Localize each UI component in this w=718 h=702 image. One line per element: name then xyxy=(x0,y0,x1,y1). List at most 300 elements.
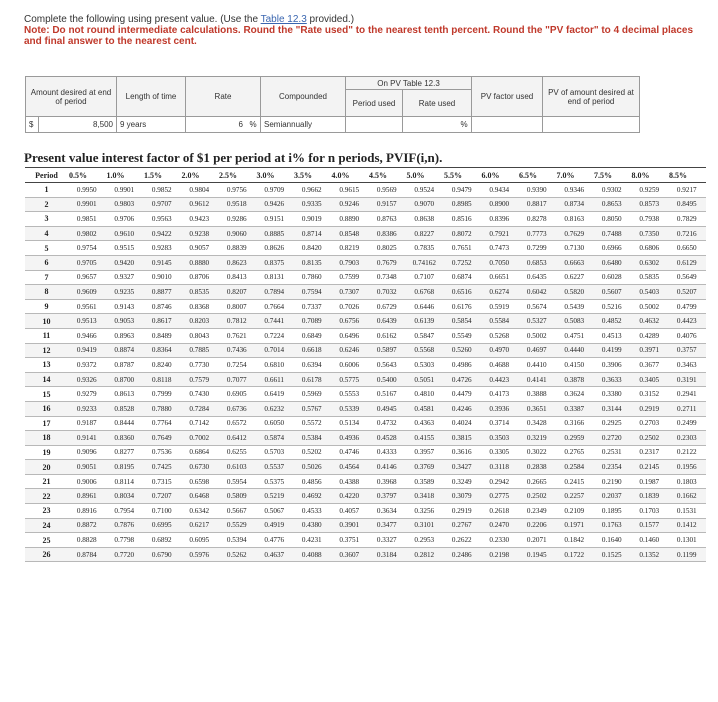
factor-cell: 0.4024 xyxy=(443,416,481,431)
factor-cell: 0.9804 xyxy=(181,183,219,198)
factor-cell: 0.2531 xyxy=(593,445,631,460)
factor-cell: 0.9561 xyxy=(68,299,106,314)
factor-cell: 0.7764 xyxy=(143,416,181,431)
factor-cell: 0.8135 xyxy=(293,255,331,270)
factor-cell: 0.7594 xyxy=(293,285,331,300)
factor-cell: 0.4751 xyxy=(556,328,594,343)
factor-cell: 0.4637 xyxy=(256,547,294,562)
factor-cell: 0.7629 xyxy=(556,226,594,241)
factor-cell: 0.5568 xyxy=(406,343,444,358)
factor-cell: 0.4528 xyxy=(368,431,406,446)
header-rate: Rate xyxy=(186,77,261,117)
table-row xyxy=(25,299,706,314)
factor-cell: 0.1803 xyxy=(668,474,706,489)
factor-cell: 0.9569 xyxy=(368,183,406,198)
factor-cell: 0.1971 xyxy=(556,518,594,533)
factor-cell: 0.5002 xyxy=(631,299,669,314)
factor-cell: 0.4746 xyxy=(331,445,369,460)
factor-cell: 0.8072 xyxy=(443,226,481,241)
period-cell: 22 xyxy=(25,489,68,504)
factor-cell: 0.8368 xyxy=(181,299,219,314)
rate-used-percent: % xyxy=(457,117,472,133)
factor-cell: 0.74162 xyxy=(406,255,444,270)
factor-cell: 0.7430 xyxy=(181,387,219,402)
factor-cell: 0.9279 xyxy=(68,387,106,402)
factor-cell: 0.9609 xyxy=(68,285,106,300)
factor-cell: 0.2349 xyxy=(518,504,556,519)
factor-cell: 0.7880 xyxy=(143,401,181,416)
factor-cell: 0.6419 xyxy=(256,387,294,402)
factor-cell: 0.5134 xyxy=(331,416,369,431)
factor-cell: 0.8626 xyxy=(256,241,294,256)
factor-cell: 0.8900 xyxy=(481,197,519,212)
header-amount: Amount desired at end of period xyxy=(26,77,117,117)
factor-cell: 0.4479 xyxy=(443,387,481,402)
factor-cell: 0.4199 xyxy=(593,343,631,358)
factor-cell: 0.9706 xyxy=(106,212,144,227)
factor-cell: 0.9302 xyxy=(593,183,631,198)
table-row xyxy=(25,504,706,519)
factor-cell: 0.4533 xyxy=(293,504,331,519)
factor-cell: 0.7089 xyxy=(293,314,331,329)
factor-cell: 0.2499 xyxy=(668,416,706,431)
factor-cell: 0.7664 xyxy=(256,299,294,314)
factor-cell: 0.9019 xyxy=(293,212,331,227)
factor-cell: 0.3888 xyxy=(518,387,556,402)
pv-amount-input[interactable] xyxy=(543,117,640,133)
factor-cell: 0.4146 xyxy=(368,460,406,475)
factor-cell: 0.9326 xyxy=(68,372,106,387)
rate-used-input[interactable] xyxy=(403,117,458,133)
factor-cell: 0.8700 xyxy=(106,372,144,387)
factor-cell: 0.4945 xyxy=(368,401,406,416)
factor-cell: 0.6663 xyxy=(556,255,594,270)
factor-cell: 0.9259 xyxy=(631,183,669,198)
factor-cell: 0.9705 xyxy=(68,255,106,270)
factor-cell: 0.9709 xyxy=(256,183,294,198)
factor-cell: 0.2071 xyxy=(518,533,556,548)
factor-cell: 0.2122 xyxy=(668,445,706,460)
factor-cell: 0.4333 xyxy=(368,445,406,460)
period-cell: 24 xyxy=(25,518,68,533)
factor-cell: 0.5394 xyxy=(218,533,256,548)
factor-cell: 0.7348 xyxy=(368,270,406,285)
factor-cell: 0.8444 xyxy=(106,416,144,431)
period-cell: 26 xyxy=(25,547,68,562)
factor-cell: 0.3797 xyxy=(368,489,406,504)
factor-cell: 0.2145 xyxy=(631,460,669,475)
factor-cell: 0.4513 xyxy=(593,328,631,343)
factor-cell: 0.7050 xyxy=(481,255,519,270)
factor-cell: 0.6729 xyxy=(368,299,406,314)
period-used-input[interactable] xyxy=(346,117,403,133)
table-row xyxy=(25,285,706,300)
factor-cell: 0.3184 xyxy=(368,547,406,562)
factor-cell: 0.5572 xyxy=(293,416,331,431)
rate-value: 6 xyxy=(186,117,247,133)
header-rate-col: 8.0% xyxy=(631,168,669,183)
factor-cell: 0.8278 xyxy=(518,212,556,227)
factor-cell: 0.1956 xyxy=(668,460,706,475)
factor-cell: 0.8118 xyxy=(143,372,181,387)
factor-cell: 0.9518 xyxy=(218,197,256,212)
factor-cell: 0.3751 xyxy=(331,533,369,548)
factor-cell: 0.1722 xyxy=(556,547,594,562)
factor-cell: 0.5403 xyxy=(631,285,669,300)
factor-cell: 0.9754 xyxy=(68,241,106,256)
factor-cell: 0.9010 xyxy=(143,270,181,285)
period-cell: 15 xyxy=(25,387,68,402)
factor-cell: 0.8163 xyxy=(556,212,594,227)
header-rate-col: 6.0% xyxy=(481,168,519,183)
factor-cell: 0.1531 xyxy=(668,504,706,519)
factor-cell: 0.8495 xyxy=(668,197,706,212)
factor-cell: 0.5083 xyxy=(556,314,594,329)
factor-cell: 0.7107 xyxy=(406,270,444,285)
table-row xyxy=(25,314,706,329)
factor-cell: 0.9852 xyxy=(143,183,181,198)
factor-cell: 0.3327 xyxy=(368,533,406,548)
pv-factor-input[interactable] xyxy=(472,117,543,133)
factor-cell: 0.7730 xyxy=(181,358,219,373)
factor-cell: 0.2953 xyxy=(406,533,444,548)
factor-cell: 0.5703 xyxy=(256,445,294,460)
factor-cell: 0.3305 xyxy=(481,445,519,460)
factor-cell: 0.3815 xyxy=(443,431,481,446)
factor-cell: 0.5667 xyxy=(218,504,256,519)
factor-cell: 0.8638 xyxy=(406,212,444,227)
table-row xyxy=(25,460,706,475)
factor-cell: 0.6806 xyxy=(631,241,669,256)
header-rate-col: 4.5% xyxy=(368,168,406,183)
factor-cell: 0.6028 xyxy=(593,270,631,285)
factor-cell: 0.6255 xyxy=(218,445,256,460)
factor-cell: 0.7885 xyxy=(181,343,219,358)
header-rate-used: Rate used xyxy=(403,90,472,117)
table-row xyxy=(25,255,706,270)
factor-cell: 0.5268 xyxy=(481,328,519,343)
factor-cell: 0.8877 xyxy=(143,285,181,300)
factor-cell: 0.8420 xyxy=(293,241,331,256)
factor-cell: 0.4363 xyxy=(406,416,444,431)
factor-cell: 0.1199 xyxy=(668,547,706,562)
factor-cell: 0.2303 xyxy=(668,431,706,446)
factor-cell: 0.9187 xyxy=(68,416,106,431)
factor-cell: 0.7536 xyxy=(143,445,181,460)
factor-cell: 0.9515 xyxy=(106,241,144,256)
factor-cell: 0.5303 xyxy=(406,358,444,373)
factor-cell: 0.8746 xyxy=(143,299,181,314)
factor-cell: 0.9286 xyxy=(218,212,256,227)
factor-cell: 0.5976 xyxy=(181,547,219,562)
factor-cell: 0.7207 xyxy=(143,489,181,504)
factor-cell: 0.4692 xyxy=(293,489,331,504)
factor-cell: 0.8240 xyxy=(143,358,181,373)
factor-cell: 0.7130 xyxy=(556,241,594,256)
factor-cell: 0.6516 xyxy=(443,285,481,300)
factor-cell: 0.3166 xyxy=(556,416,594,431)
factor-cell: 0.2190 xyxy=(593,474,631,489)
factor-cell: 0.8961 xyxy=(68,489,106,504)
factor-cell: 0.2198 xyxy=(481,547,519,562)
factor-cell: 0.8043 xyxy=(181,328,219,343)
factor-cell: 0.2765 xyxy=(556,445,594,460)
factor-cell: 0.6496 xyxy=(331,328,369,343)
factor-cell: 0.2665 xyxy=(518,474,556,489)
factor-cell: 0.3463 xyxy=(668,358,706,373)
factor-cell: 0.7142 xyxy=(181,416,219,431)
factor-cell: 0.4150 xyxy=(556,358,594,373)
factor-cell: 0.4986 xyxy=(443,358,481,373)
factor-cell: 0.4852 xyxy=(593,314,631,329)
factor-cell: 0.1763 xyxy=(593,518,631,533)
compounded-value: Semiannually xyxy=(261,117,346,133)
factor-cell: 0.9235 xyxy=(106,285,144,300)
factor-cell: 0.9803 xyxy=(106,197,144,212)
factor-cell: 0.6217 xyxy=(181,518,219,533)
factor-cell: 0.6853 xyxy=(518,255,556,270)
factor-cell: 0.6480 xyxy=(593,255,631,270)
factor-cell: 0.4220 xyxy=(331,489,369,504)
factor-cell: 0.4581 xyxy=(406,401,444,416)
period-cell: 13 xyxy=(25,358,68,373)
factor-cell: 0.2703 xyxy=(631,416,669,431)
factor-cell: 0.8364 xyxy=(143,343,181,358)
factor-cell: 0.9070 xyxy=(406,197,444,212)
factor-cell: 0.8535 xyxy=(181,285,219,300)
table-row xyxy=(25,445,706,460)
factor-cell: 0.2502 xyxy=(518,489,556,504)
factor-cell: 0.6342 xyxy=(181,504,219,519)
factor-cell: 0.4810 xyxy=(406,387,444,402)
factor-cell: 0.8528 xyxy=(106,401,144,416)
factor-cell: 0.2775 xyxy=(481,489,519,504)
factor-cell: 0.6651 xyxy=(481,270,519,285)
header-period: Period xyxy=(25,168,68,183)
factor-cell: 0.3079 xyxy=(443,489,481,504)
factor-cell: 0.8548 xyxy=(331,226,369,241)
period-cell: 21 xyxy=(25,474,68,489)
factor-cell: 0.9524 xyxy=(406,183,444,198)
factor-cell: 0.9563 xyxy=(143,212,181,227)
factor-cell: 0.3118 xyxy=(481,460,519,475)
header-rate-col: 7.5% xyxy=(593,168,631,183)
factor-cell: 0.6572 xyxy=(218,416,256,431)
factor-cell: 0.2502 xyxy=(631,431,669,446)
factor-cell: 0.2330 xyxy=(481,533,519,548)
factor-cell: 0.2618 xyxy=(481,504,519,519)
factor-cell: 0.9657 xyxy=(68,270,106,285)
factor-cell: 0.3219 xyxy=(518,431,556,446)
table-row xyxy=(25,416,706,431)
factor-cell: 0.6302 xyxy=(631,255,669,270)
factor-cell: 0.8706 xyxy=(181,270,219,285)
factor-cell: 0.3144 xyxy=(593,401,631,416)
factor-cell: 0.2720 xyxy=(593,431,631,446)
factor-cell: 0.7798 xyxy=(106,533,144,548)
factor-cell: 0.7954 xyxy=(106,504,144,519)
factor-cell: 0.5969 xyxy=(293,387,331,402)
factor-cell: 0.6412 xyxy=(218,431,256,446)
factor-cell: 0.5439 xyxy=(556,299,594,314)
factor-cell: 0.3616 xyxy=(443,445,481,460)
factor-cell: 0.7026 xyxy=(331,299,369,314)
factor-cell: 0.7032 xyxy=(368,285,406,300)
factor-cell: 0.2584 xyxy=(556,460,594,475)
factor-cell: 0.4231 xyxy=(293,533,331,548)
factor-cell: 0.9479 xyxy=(443,183,481,198)
factor-cell: 0.5167 xyxy=(368,387,406,402)
factor-cell: 0.6756 xyxy=(331,314,369,329)
factor-cell: 0.6618 xyxy=(293,343,331,358)
factor-cell: 0.8203 xyxy=(181,314,219,329)
factor-cell: 0.8025 xyxy=(368,241,406,256)
factor-cell: 0.9060 xyxy=(218,226,256,241)
period-cell: 17 xyxy=(25,416,68,431)
factor-cell: 0.3503 xyxy=(481,431,519,446)
period-cell: 12 xyxy=(25,343,68,358)
factor-cell: 0.9217 xyxy=(668,183,706,198)
period-cell: 18 xyxy=(25,431,68,446)
factor-cell: 0.7812 xyxy=(218,314,256,329)
factor-cell: 0.5260 xyxy=(443,343,481,358)
factor-cell: 0.8195 xyxy=(106,460,144,475)
factor-cell: 0.6050 xyxy=(256,416,294,431)
factor-cell: 0.5767 xyxy=(293,401,331,416)
factor-cell: 0.6874 xyxy=(443,270,481,285)
period-cell: 7 xyxy=(25,270,68,285)
factor-cell: 0.4076 xyxy=(668,328,706,343)
factor-cell: 0.6736 xyxy=(218,401,256,416)
factor-cell: 0.9157 xyxy=(368,197,406,212)
period-cell: 20 xyxy=(25,460,68,475)
factor-cell: 0.7999 xyxy=(143,387,181,402)
table-row xyxy=(25,533,706,548)
header-rate-col: 7.0% xyxy=(556,168,594,183)
factor-cell: 0.6849 xyxy=(293,328,331,343)
table-row xyxy=(25,212,706,227)
factor-cell: 0.9238 xyxy=(181,226,219,241)
factor-cell: 0.7903 xyxy=(331,255,369,270)
factor-cell: 0.3152 xyxy=(631,387,669,402)
period-cell: 4 xyxy=(25,226,68,241)
factor-cell: 0.8653 xyxy=(593,197,631,212)
factor-cell: 0.3418 xyxy=(406,489,444,504)
factor-cell: 0.9851 xyxy=(68,212,106,227)
factor-cell: 0.3249 xyxy=(443,474,481,489)
factor-cell: 0.4440 xyxy=(556,343,594,358)
factor-cell: 0.3607 xyxy=(331,547,369,562)
factor-cell: 0.3971 xyxy=(631,343,669,358)
factor-cell: 0.7315 xyxy=(143,474,181,489)
factor-cell: 0.8963 xyxy=(106,328,144,343)
factor-cell: 0.5897 xyxy=(368,343,406,358)
factor-cell: 0.9346 xyxy=(556,183,594,198)
factor-cell: 0.3957 xyxy=(406,445,444,460)
table-12-3-link[interactable]: Table 12.3 xyxy=(260,14,307,25)
table-row xyxy=(25,372,706,387)
factor-cell: 0.3878 xyxy=(556,372,594,387)
factor-cell: 0.9950 xyxy=(68,183,106,198)
table-row xyxy=(25,401,706,416)
factor-cell: 0.2470 xyxy=(481,518,519,533)
factor-cell: 0.7252 xyxy=(443,255,481,270)
factor-cell: 0.9612 xyxy=(181,197,219,212)
factor-cell: 0.8227 xyxy=(406,226,444,241)
table-row xyxy=(25,518,706,533)
header-rate-col: 2.5% xyxy=(218,168,256,183)
factor-cell: 0.8817 xyxy=(518,197,556,212)
factor-cell: 0.3901 xyxy=(331,518,369,533)
factor-cell: 0.1895 xyxy=(593,504,631,519)
factor-cell: 0.8890 xyxy=(331,212,369,227)
factor-cell: 0.6446 xyxy=(406,299,444,314)
factor-cell: 0.6095 xyxy=(181,533,219,548)
factor-cell: 0.4697 xyxy=(518,343,556,358)
factor-cell: 0.9006 xyxy=(68,474,106,489)
factor-cell: 0.2959 xyxy=(556,431,594,446)
factor-cell: 0.4564 xyxy=(331,460,369,475)
factor-cell: 0.8872 xyxy=(68,518,106,533)
factor-cell: 0.4380 xyxy=(293,518,331,533)
factor-cell: 0.4732 xyxy=(368,416,406,431)
factor-cell: 0.6892 xyxy=(143,533,181,548)
factor-cell: 0.4936 xyxy=(331,431,369,446)
factor-cell: 0.5643 xyxy=(368,358,406,373)
factor-cell: 0.3589 xyxy=(406,474,444,489)
factor-cell: 0.4970 xyxy=(481,343,519,358)
factor-cell: 0.5854 xyxy=(443,314,481,329)
currency-symbol: $ xyxy=(26,117,39,133)
factor-cell: 0.8763 xyxy=(368,212,406,227)
factor-cell: 0.5553 xyxy=(331,387,369,402)
factor-cell: 0.5202 xyxy=(293,445,331,460)
factor-cell: 0.2257 xyxy=(556,489,594,504)
factor-cell: 0.7679 xyxy=(368,255,406,270)
header-period-used: Period used xyxy=(346,90,403,117)
factor-cell: 0.7100 xyxy=(143,504,181,519)
period-cell: 25 xyxy=(25,533,68,548)
factor-cell: 0.3256 xyxy=(406,504,444,519)
factor-cell: 0.9802 xyxy=(68,226,106,241)
factor-cell: 0.1577 xyxy=(631,518,669,533)
factor-cell: 0.8277 xyxy=(106,445,144,460)
factor-cell: 0.8916 xyxy=(68,504,106,519)
factor-cell: 0.7441 xyxy=(256,314,294,329)
factor-cell: 0.7579 xyxy=(181,372,219,387)
period-cell: 3 xyxy=(25,212,68,227)
factor-cell: 0.6995 xyxy=(143,518,181,533)
factor-cell: 0.9283 xyxy=(143,241,181,256)
factor-cell: 0.8375 xyxy=(256,255,294,270)
factor-cell: 0.4057 xyxy=(331,504,369,519)
factor-cell: 0.8734 xyxy=(556,197,594,212)
header-rate-col: 5.0% xyxy=(406,168,444,183)
factor-cell: 0.5775 xyxy=(331,372,369,387)
factor-cell: 0.6227 xyxy=(556,270,594,285)
factor-cell: 0.1842 xyxy=(556,533,594,548)
factor-cell: 0.2317 xyxy=(631,445,669,460)
factor-cell: 0.9057 xyxy=(181,241,219,256)
factor-cell: 0.6232 xyxy=(256,401,294,416)
factor-cell: 0.4919 xyxy=(256,518,294,533)
factor-cell: 0.9615 xyxy=(331,183,369,198)
instruction-prefix: Complete the following using present value. (Use the xyxy=(24,14,261,25)
factor-cell: 0.3906 xyxy=(593,358,631,373)
factor-cell: 0.5874 xyxy=(256,431,294,446)
factor-cell: 0.7773 xyxy=(518,226,556,241)
factor-cell: 0.2919 xyxy=(443,504,481,519)
